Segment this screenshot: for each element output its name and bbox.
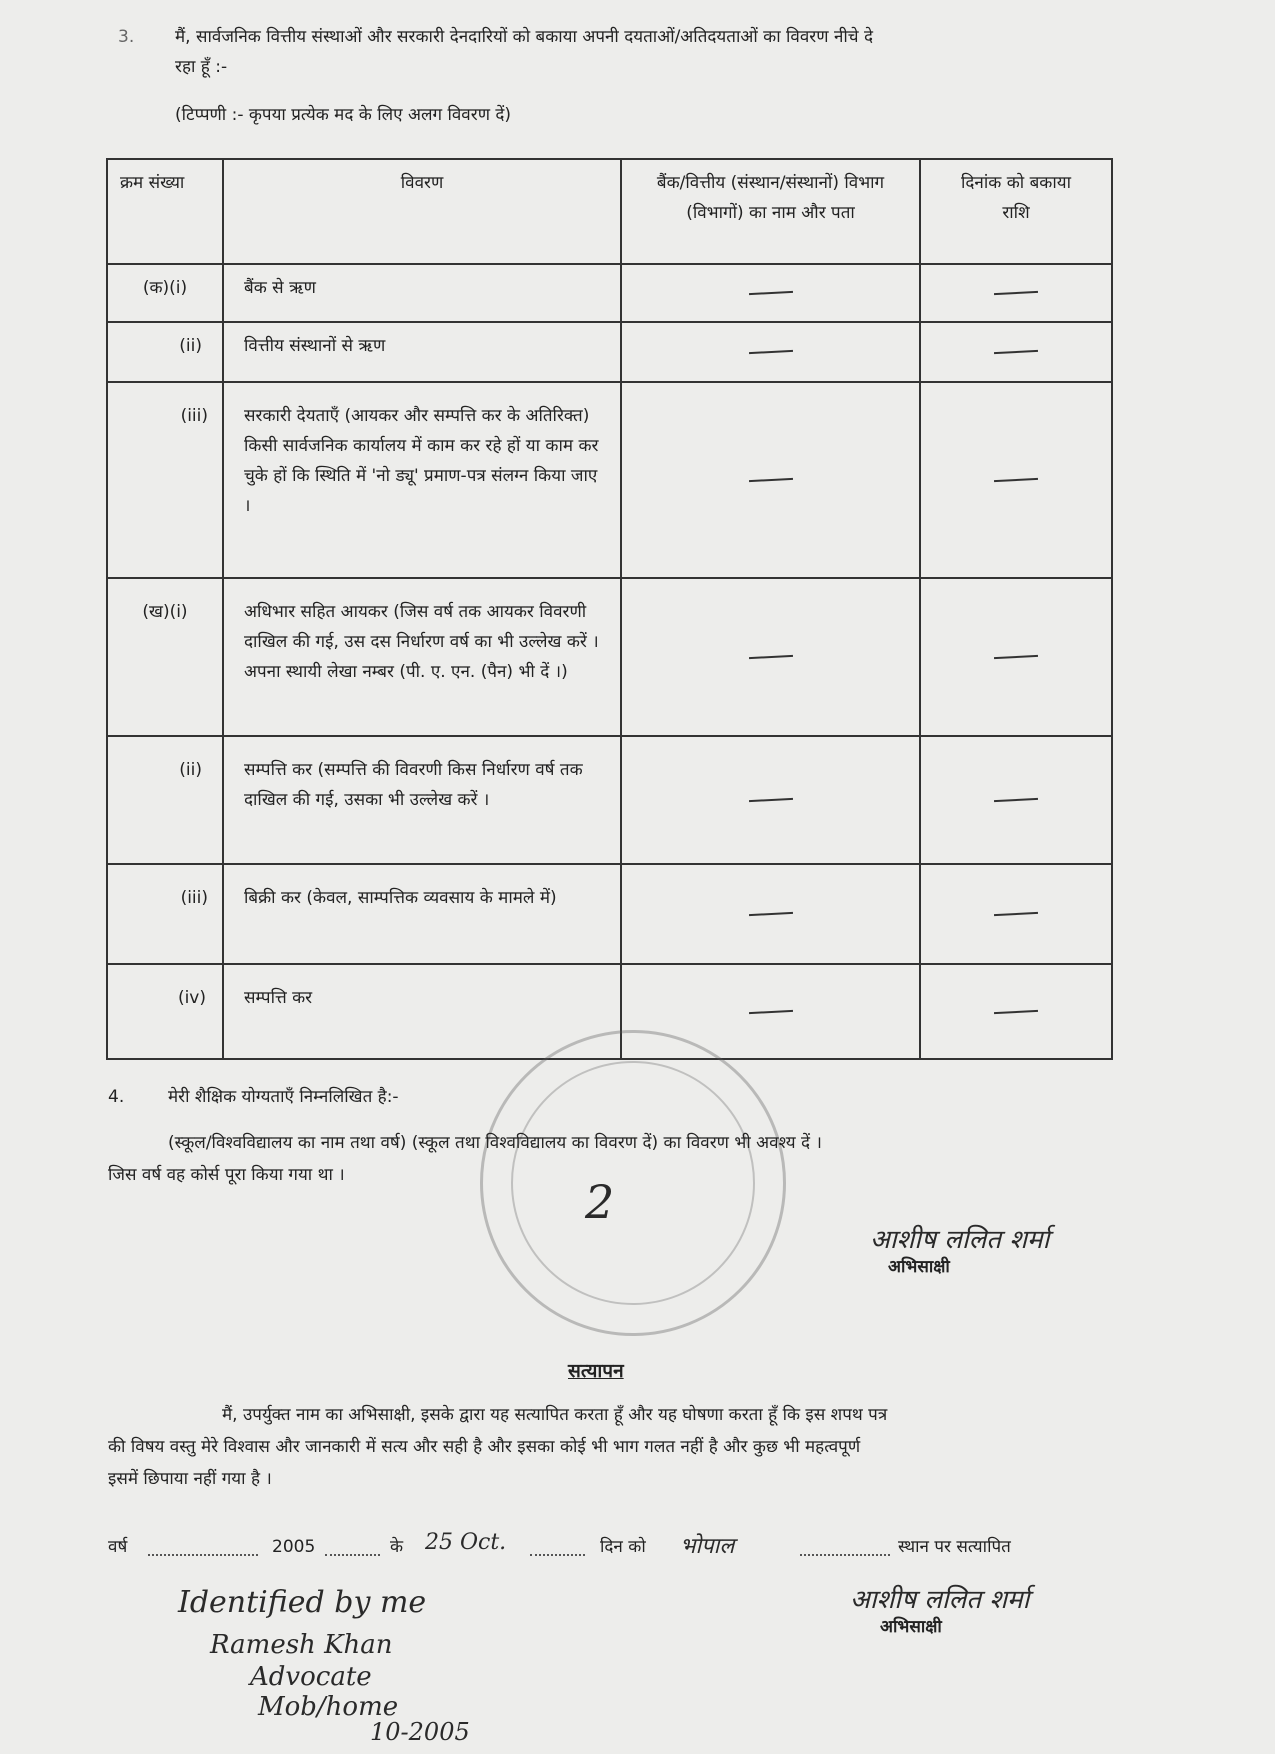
liabilities-table	[106, 158, 1113, 1060]
dash-mark	[994, 291, 1038, 295]
date-year-value: 2005	[272, 1537, 316, 1557]
table-row	[107, 264, 1112, 322]
verification-para-line-3: इसमें छिपाया नहीं गया है ।	[108, 1469, 272, 1489]
identification-line-5: 10-2005	[370, 1718, 470, 1746]
row-description: बिक्री कर (केवल, साम्पत्तिक व्यवसाय के मामले में)	[223, 864, 621, 964]
identification-line-1: Identified by me	[178, 1585, 427, 1620]
header-serial: क्रम संख्या	[107, 159, 223, 264]
table-row	[107, 578, 1112, 736]
identification-line-3: Advocate	[250, 1662, 372, 1692]
deponent-signature-2: आशीष ललित शर्मा	[850, 1585, 1030, 1615]
dash-mark	[748, 912, 792, 916]
table-row	[107, 322, 1112, 382]
dash-mark	[748, 478, 792, 482]
dash-mark	[994, 798, 1038, 802]
row-serial: (ख)(i)	[107, 578, 223, 736]
row-amount	[920, 736, 1112, 864]
row-serial: (क)(i)	[107, 264, 223, 322]
notary-stamp	[480, 1030, 786, 1336]
section-3-intro-line-2: रहा हूँ :-	[175, 57, 228, 77]
table-row	[107, 736, 1112, 864]
table-header-row	[107, 159, 1112, 264]
row-bank	[621, 736, 920, 864]
section-4-line-1: (स्कूल/विश्वविद्यालय का नाम तथा वर्ष) (स्कूल तथा विश्वविद्यालय का विवरण दें) का विवरण भी अवश्य दें ।	[168, 1133, 822, 1153]
section-4-number: 4.	[108, 1087, 125, 1107]
date-place-value: भोपाल	[680, 1534, 735, 1559]
row-amount	[920, 382, 1112, 578]
row-amount	[920, 864, 1112, 964]
row-serial: (ii)	[107, 736, 223, 864]
row-bank	[621, 382, 920, 578]
row-description: बैंक से ऋण	[223, 264, 621, 322]
dash-mark	[748, 655, 792, 659]
dash-mark	[994, 478, 1038, 482]
date-ke-label: के	[390, 1537, 404, 1557]
header-amount: दिनांक को बकाया राशि	[920, 159, 1112, 264]
row-serial: (iii)	[107, 382, 223, 578]
row-serial: (iii)	[107, 864, 223, 964]
header-description: विवरण	[223, 159, 621, 264]
dotted-line	[148, 1536, 258, 1556]
dash-mark	[748, 350, 792, 354]
row-description: अधिभार सहित आयकर (जिस वर्ष तक आयकर विवरणी दाखिल की गई, उस दस निर्धारण वर्ष का भी उल्लेख करें । अपना स्थायी लेखा नम्बर (पी. ए. एन. (पैन) भी दें ।)	[223, 578, 621, 736]
verification-para-line-1: मैं, उपर्युक्त नाम का अभिसाक्षी, इसके द्वारा यह सत्यापित करता हूँ और यह घोषणा करता हूँ कि इस शपथ पत्र	[222, 1405, 888, 1425]
section-3-note: (टिप्पणी :- कृपया प्रत्येक मद के लिए अलग विवरण दें)	[175, 105, 512, 125]
row-amount	[920, 964, 1112, 1059]
dash-mark	[994, 655, 1038, 659]
date-din-ko-label: दिन को	[600, 1537, 646, 1557]
identification-line-4: Mob/home	[258, 1692, 399, 1722]
dash-mark	[748, 1009, 792, 1013]
header-bank: बैंक/वित्तीय (संस्थान/संस्थानों) विभाग (विभागों) का नाम और पता	[621, 159, 920, 264]
identification-line-2: Ramesh Khan	[210, 1630, 393, 1660]
row-bank	[621, 864, 920, 964]
dotted-line	[800, 1536, 890, 1556]
date-place-suffix: स्थान पर सत्यापित	[898, 1537, 1011, 1557]
row-description: वित्तीय संस्थानों से ऋण	[223, 322, 621, 382]
stamp-handwritten-mark: 2	[585, 1175, 615, 1229]
row-amount	[920, 578, 1112, 736]
row-serial: (iv)	[107, 964, 223, 1059]
row-description: सम्पत्ति कर	[223, 964, 621, 1059]
dash-mark	[748, 798, 792, 802]
row-amount	[920, 322, 1112, 382]
section-3-intro-line-1: मैं, सार्वजनिक वित्तीय संस्थाओं और सरकारी देनदारियों को बकाया अपनी दयताओं/अतिदयताओं का विवरण नीचे दे	[175, 27, 874, 47]
dash-mark	[748, 291, 792, 295]
dash-mark	[994, 1009, 1038, 1013]
row-bank	[621, 264, 920, 322]
row-bank	[621, 578, 920, 736]
table-row	[107, 864, 1112, 964]
table-row	[107, 382, 1112, 578]
dotted-line	[325, 1536, 380, 1556]
row-bank	[621, 322, 920, 382]
row-description: सरकारी देयताएँ (आयकर और सम्पत्ति कर के अतिरिक्त) किसी सार्वजनिक कार्यालय में काम कर रहे हों या काम कर चुके हों कि स्थिति में 'नो ड्यू' प्रमाण-पत्र संलग्न किया जाए ।	[223, 382, 621, 578]
date-year-label: वर्ष	[108, 1537, 128, 1557]
dash-mark	[994, 912, 1038, 916]
row-serial: (ii)	[107, 322, 223, 382]
dotted-line	[530, 1536, 585, 1556]
deponent-label-1: अभिसाक्षी	[888, 1257, 950, 1277]
section-4-line-2: जिस वर्ष वह कोर्स पूरा किया गया था ।	[108, 1165, 345, 1185]
date-month-value: 25 Oct.	[425, 1530, 507, 1555]
dash-mark	[994, 350, 1038, 354]
section-4-title: मेरी शैक्षिक योग्यताएँ निम्नलिखित है:-	[168, 1087, 399, 1107]
verification-title: सत्यापन	[568, 1360, 624, 1382]
section-3-number: 3.	[118, 27, 135, 47]
deponent-signature-1: आशीष ललित शर्मा	[870, 1225, 1050, 1255]
row-amount	[920, 264, 1112, 322]
row-description: सम्पत्ति कर (सम्पत्ति की विवरणी किस निर्धारण वर्ष तक दाखिल की गई, उसका भी उल्लेख करें ।	[223, 736, 621, 864]
verification-para-line-2: की विषय वस्तु मेरे विश्वास और जानकारी में सत्य और सही है और इसका कोई भी भाग गलत नहीं है और कुछ भी महत्वपूर्ण	[108, 1437, 861, 1457]
deponent-label-2: अभिसाक्षी	[880, 1617, 942, 1637]
